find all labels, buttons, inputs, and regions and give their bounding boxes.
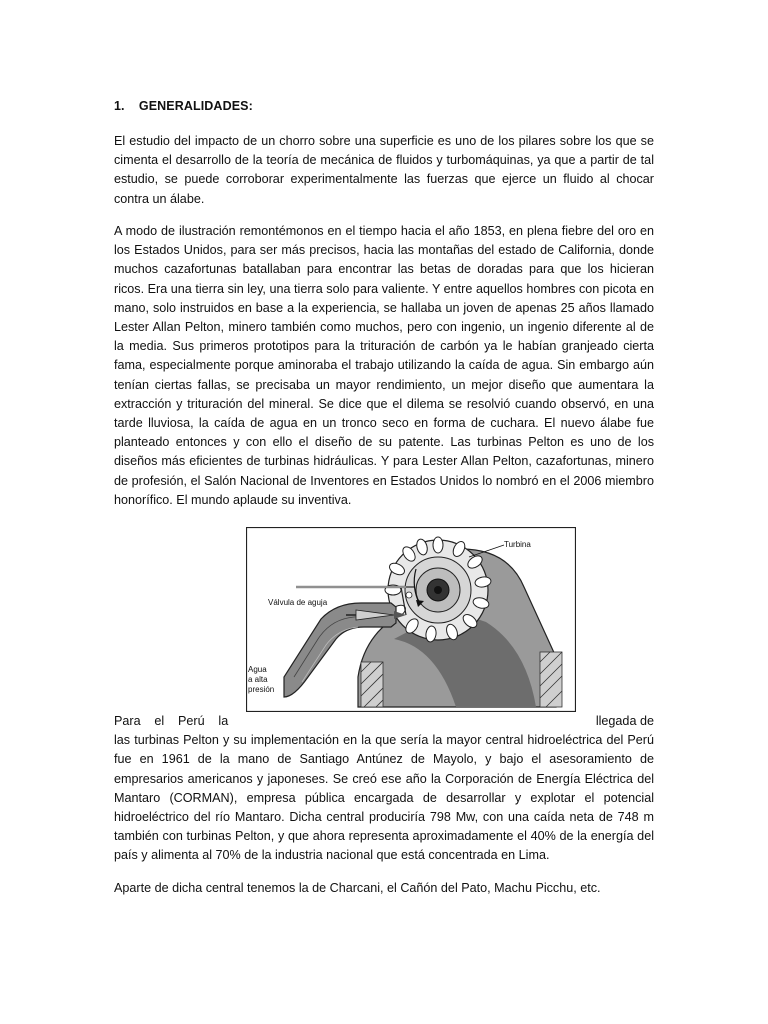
paragraph-other-plants: Aparte de dicha central tenemos la de Charcani, el Cañón del Pato, Machu Picchu, etc. [114,881,601,895]
paragraph-history: A modo de ilustración remontémonos en el tiempo hacia el año 1853, en plena fiebre del oro en los Estados Unidos, para ser más precisos, hacia las montañas del estado de California, donde muchos cazafortunas batallaban para encontrar las betas de doradas para que los hicieran ricos. Era una tierra sin ley, una tierra solo para valiente. Y entre aquellos hombres con picota en mano, solo instruidos en base a la experiencia, se hallaba un joven de apenas 25 años llamado Lester Allan Pelton, minero también como muchos, pero con ingenio, un ingenio diferente al de la media. Sus primeros prototipos para la trituración de carbón ya le habían granjeado cierta fama, especialmente porque aminoraba el trabajo utilizando la caída de agua. Sin embargo aún tenían ciertas fallas, se precisaba un mayor rendimiento, un mejor diseño que aumentara la extracción y trituración del mineral. Se dice que el dilema se resolvió cuando observó, en una tarde lluviosa, la caída de agua en un tronco seco en forma de cuchara. El nuevo álabe fue planteado entonces y con ello el diseño de su patente. Las turbinas Pelton es uno de los diseños más eficientes de turbinas hidráulicas. Y para Lester Allan Pelton, cazafortunas, minero de profesión, el Salón Nacional de Inventores en Estados Unidos lo nombró en el 2006 miembro honorífico. El mundo aplaude su inventiva. [114,224,654,507]
pelton-turbine-diagram [246,527,576,712]
label-water-3: presión [248,685,275,694]
word: Para [114,714,141,728]
section-title: GENERALIDADES: [138,99,253,113]
paragraph-peru-body: las turbinas Pelton y su implementación en la que sería la mayor central hidroeléctrica del Perú fue en 1961 de la mano de Santiago Antúnez de Mayolo, y bajo el asesoramiento de empresarios americanos y japoneses. Se creó ese año la Corporación de Energía Eléctrica del Mantaro (CORMAN), empresa pública encargada de desarrollar y explotar el potencial hidroeléctrico del río Mantaro. Dicha central produciría 798 Mw, con una caída neta de 748 m también con turbinas Pelton, y que ahora representa aproximadamente el 40% de la energía del país y alimenta al 70% de la industria nacional que está concentrada en Lima. [114,733,654,863]
word: llegada de [595,714,654,728]
word: el [154,714,165,728]
label-water-2: a alta [248,675,268,684]
section-number: 1. [114,99,125,113]
pelton-turbine-figure [246,527,576,712]
word: la [218,714,229,728]
section-heading [114,99,253,113]
word: Perú [178,714,205,728]
label-turbine: Turbina [504,540,531,549]
paragraph-peru-first-line [114,712,654,731]
figure-gap [242,712,582,731]
paragraph-intro: El estudio del impacto de un chorro sobre una superficie es uno de los pilares sobre los que se cimenta el desarrollo de la teoría de mecánica de fluidos y turbomáquinas, ya que a partir de tal estudio, se puede corroborar experimentalmente las fuerzas que ejerce un fluido al chocar contra un álabe. [114,134,654,206]
paragraph-peru [114,712,654,866]
label-water-1: Agua [248,665,267,674]
label-needle-valve: Válvula de aguja [268,598,328,607]
